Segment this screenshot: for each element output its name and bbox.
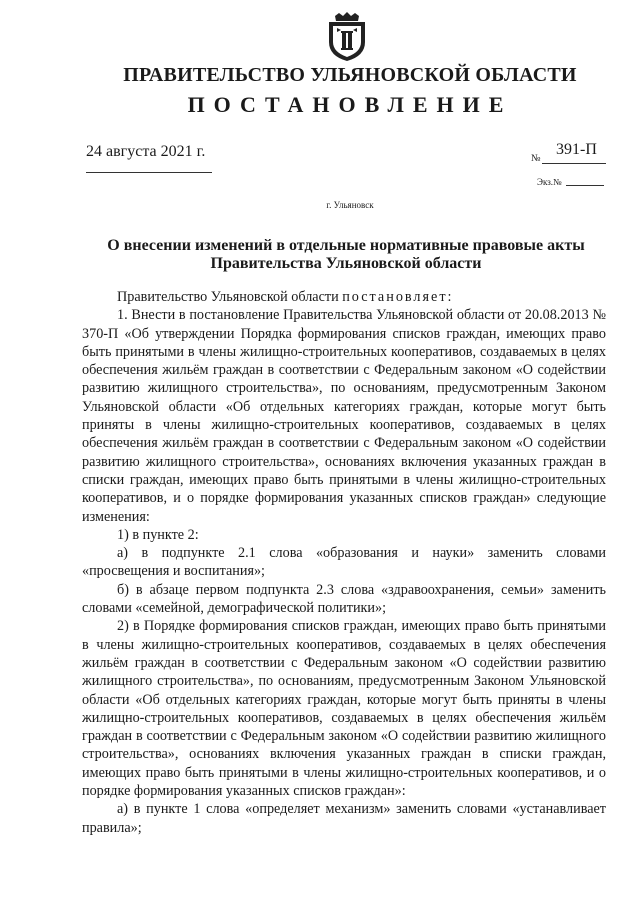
document-title — [82, 237, 610, 273]
city: г. Ульяновск — [326, 200, 374, 210]
paragraph-3: а) в подпункте 2.1 слова «образования и науки» заменить словами «просвещения и воспитания»; — [82, 545, 606, 580]
decree-number: 391-П — [556, 141, 597, 158]
government-name: ПРАВИТЕЛЬСТВО УЛЬЯНОВСКОЙ ОБЛАСТИ — [123, 64, 577, 86]
document-type: ПОСТАНОВЛЕНИЕ — [187, 92, 513, 117]
intro-spaced-word: постановляет: — [342, 289, 454, 305]
date-underline — [86, 172, 212, 173]
paragraph-6: а) в пункте 1 слова «определяет механизм» заменить словами «устанавливает правила»; — [82, 801, 606, 836]
document-body — [82, 288, 606, 837]
paragraph-2: 1) в пункте 2: — [117, 526, 199, 543]
copy-label: Экз.№ — [537, 177, 562, 187]
intro-lead: Правительство Ульяновской области — [117, 289, 343, 305]
number-sign: № — [531, 153, 541, 164]
number-underline — [542, 163, 606, 164]
paragraph-4: б) в абзаце первом подпункта 2.3 слова «здравоохранения, семьи» заменить словами «семейной, демографической политики»; — [82, 581, 606, 617]
intro-paragraph — [82, 288, 606, 306]
coat-of-arms-icon — [327, 12, 367, 62]
decree-date: 24 августа 2021 г. — [86, 143, 206, 160]
title-line-1: О внесении изменений в отдельные нормативные правовые акты — [107, 237, 585, 254]
paragraph-5: 2) в Порядке формирования списков граждан, имеющих право быть принятыми в члены жилищно-строительных кооперативов, создаваемых в целях обеспечения жильём граждан в соответствии с Федеральным законом «О содействии развитию жилищного строительства», по основаниям, предусмотренным Законом Ульяновской области «Об отдельных категориях граждан, которые могут быть приняты в члены жилищно-строительных кооперативов, создаваемых в целях обеспечения жильём граждан в соответствии с Федеральным законом «О содействии развитию жилищного строительства», основаниях включения указанных граждан в списки граждан, имеющих право быть принятыми в члены жилищно-строительных кооперативов, и о порядке формирования указанных списков граждан»: — [82, 618, 606, 800]
copy-underline — [566, 185, 604, 186]
paragraph-1: 1. Внести в постановление Правительства Ульяновской области от 20.08.2013 № 370-П «Об утверждении Порядка формирования списков граждан, имеющих право быть принятыми в члены жилищно-строительных кооперативов, создаваемых в целях обеспечения жильём граждан в соответствии с Федеральным законом «О содействии развитию жилищного строительства», по основаниям, предусмотренным Законом Ульяновской области «Об отдельных категориях граждан, которые могут быть приняты в члены жилищно-строительных кооперативов, создаваемых в целях обеспечения жильём граждан в соответствии с Федеральным законом «О содействии развитию жилищного строительства», основаниях включения указанных граждан в списки граждан, имеющих право быть принятыми в члены жилищно-строительных кооперативов, и о порядке формирования указанных списков граждан» следующие изменения: — [82, 307, 606, 525]
title-line-2: Правительства Ульяновской области — [210, 255, 482, 272]
